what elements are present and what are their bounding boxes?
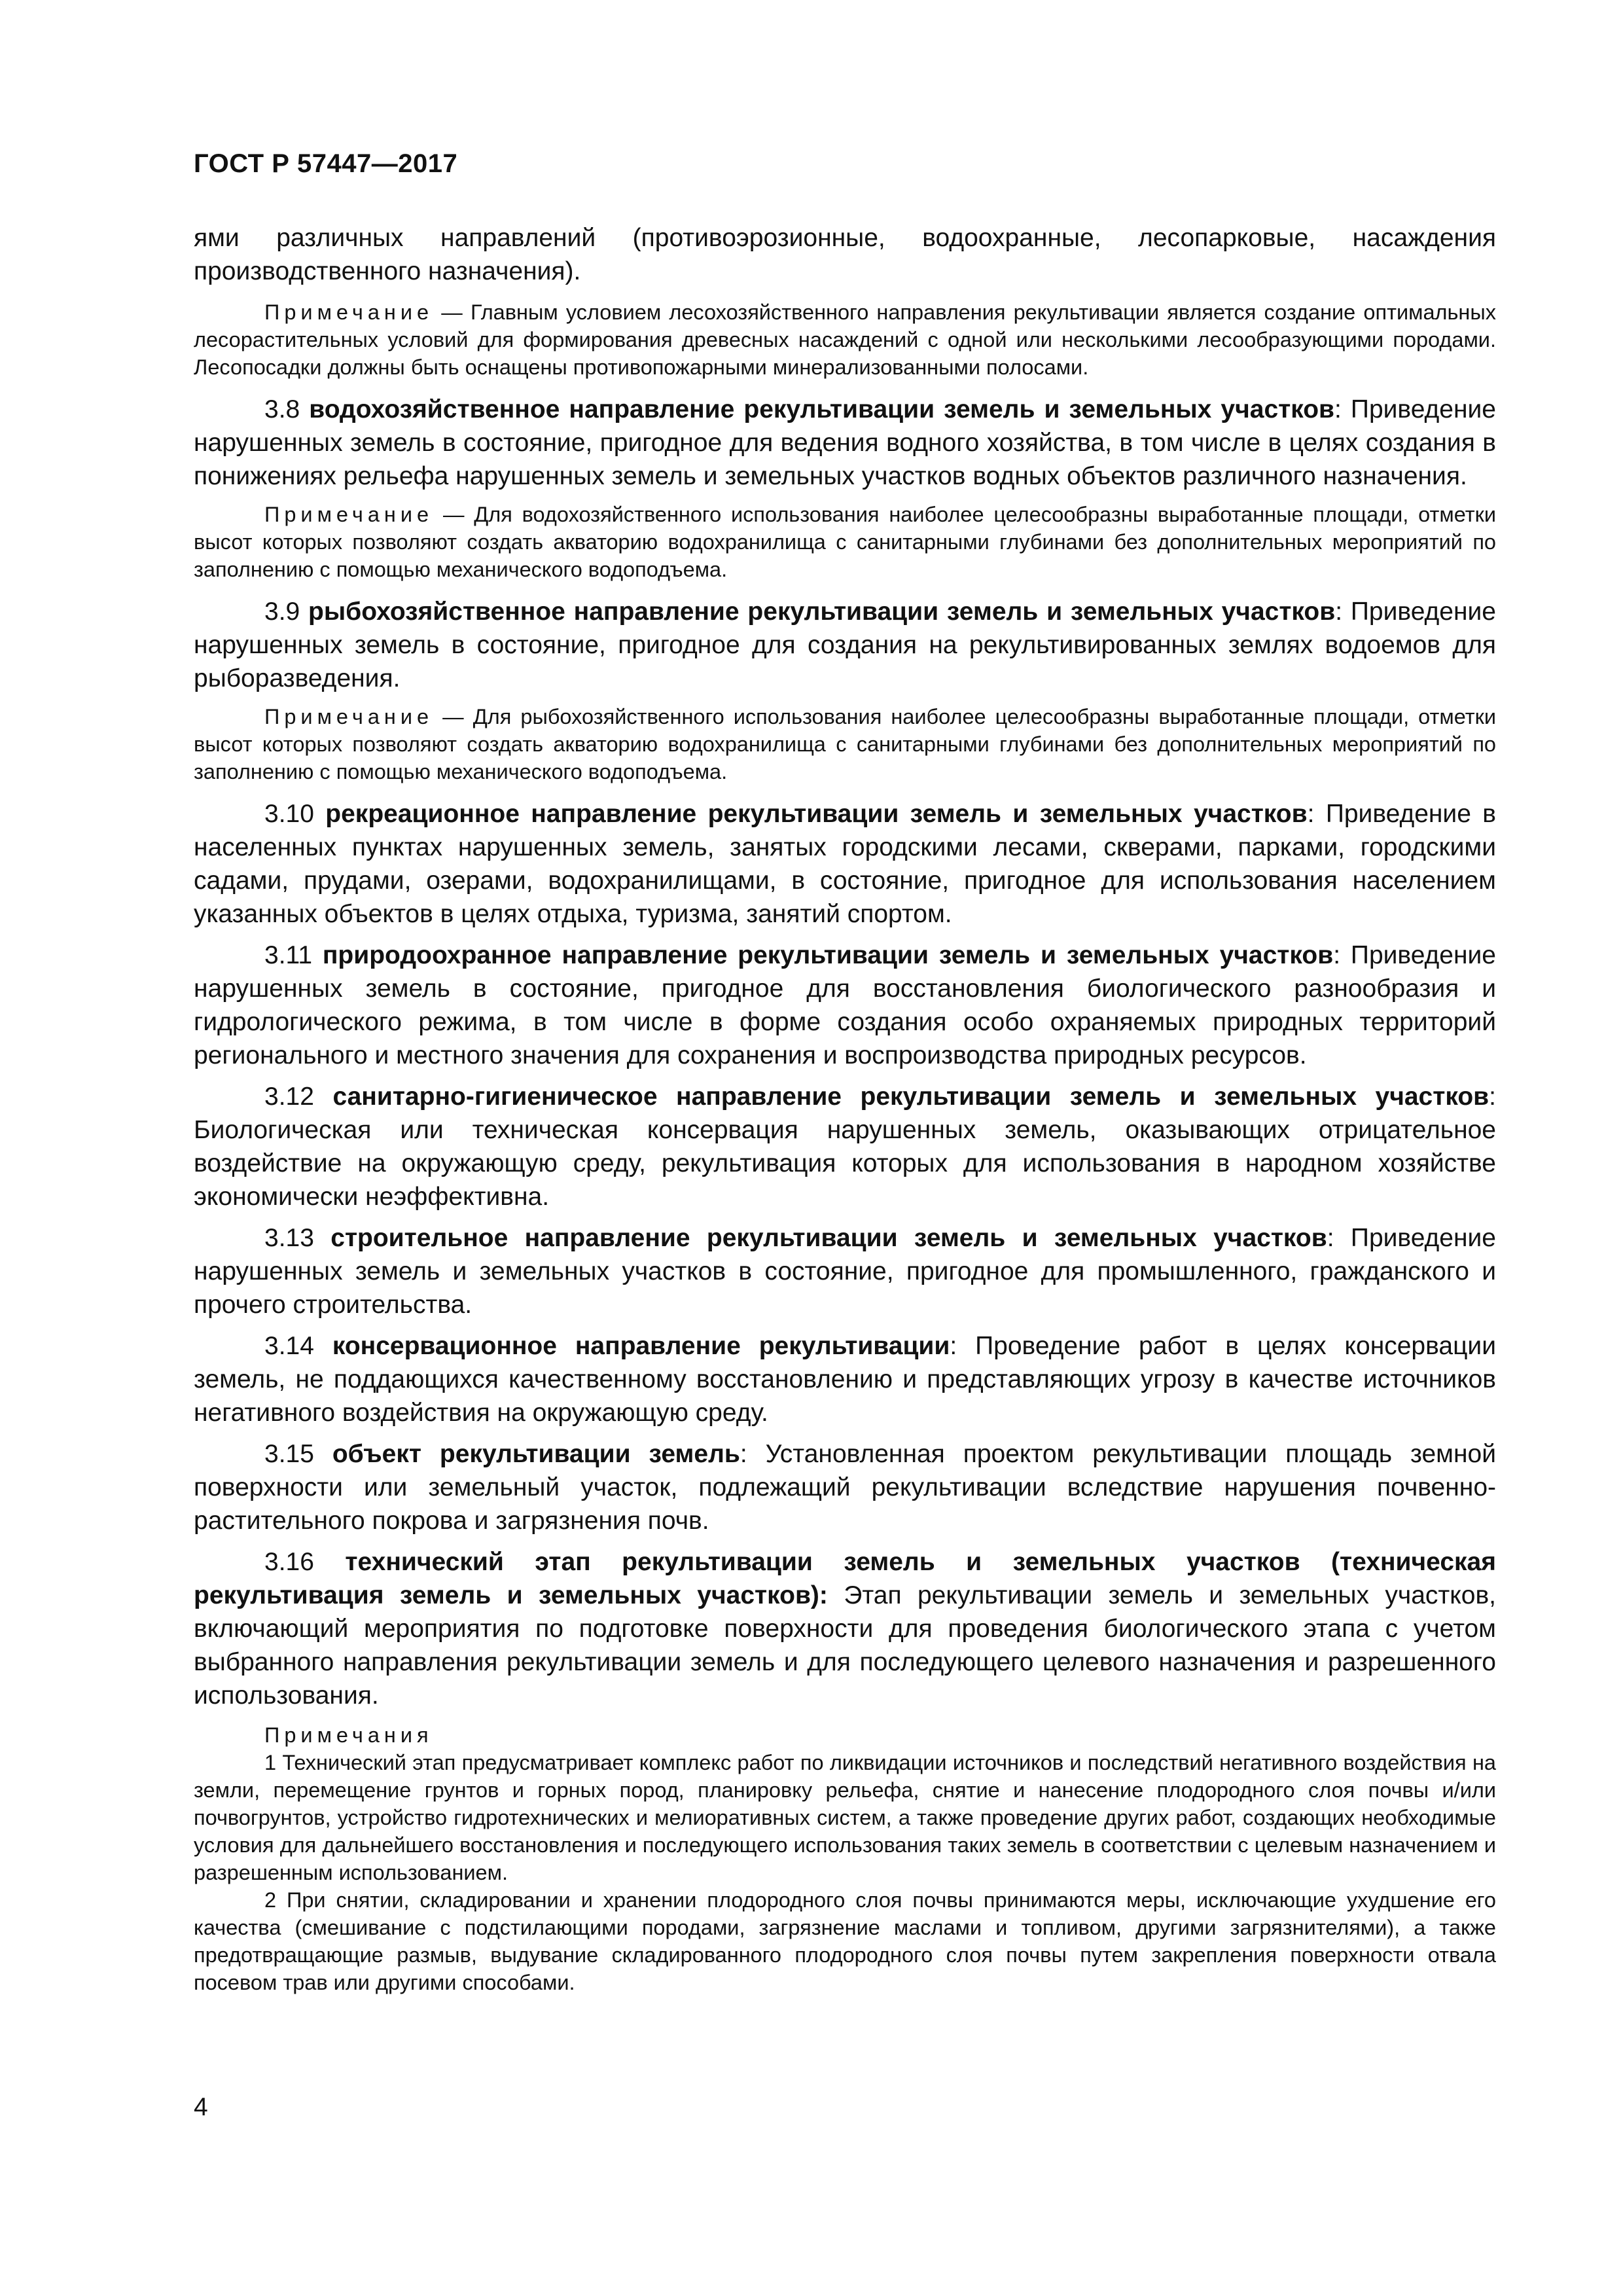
note-paragraph (194, 298, 1496, 381)
term: объект рекультивации земель (332, 1440, 740, 1468)
note-item-1: 1 Технический этап предусматривает комплекс работ по ликвидации источников и последствий негативного воздействия на земли, перемещение грунтов и горных пород, планировку рельефа, снятие и нанесение плодородного слоя почвы и/или почвогрунтов, устройство гидротехнических и мелиоративных систем, а также проведение других работ, создающих необходимые условия для дальнейшего восстановления и последующего использования таких земель в соответствии с целевым назначением и разрешенным использованием. (194, 1751, 1496, 1884)
note-label: Примечание (264, 300, 434, 324)
definition-3-13 (194, 1221, 1496, 1321)
term: рыбохозяйственное направление рекультивации земель и земельных участков (308, 598, 1336, 626)
definition-text: Приведение нарушенных земель в состояние, пригодное для восстановления биологического разнообразия и гидрологического режима, в том числе в форме создания особо охраняемых природных территорий регионального и местного значения для сохранения и воспроизводства природных ресурсов. (194, 941, 1496, 1069)
definition-text: Приведение в населенных пунктах нарушенных земель, занятых городскими лесами, скверами, парками, городскими садами, прудами, озерами, водохранилищами, в состояние, пригодное для использования населением указанных объектов в целях отдыха, туризма, занятий спортом. (194, 800, 1496, 928)
clause-number: 3.13 (264, 1224, 331, 1252)
continuation-paragraph: ями различных направлений (противоэрозионные, водоохранные, лесопарковые, насаждения производственного назначения). (194, 224, 1496, 285)
clause-number: 3.12 (264, 1083, 333, 1111)
definition-3-11 (194, 939, 1496, 1072)
document-header: ГОСТ Р 57447—2017 (194, 149, 458, 178)
colon: : (1334, 395, 1342, 423)
term: консервационное направление рекультивации (332, 1332, 950, 1360)
note-item-2: 2 При снятии, складировании и хранении плодородного слоя почвы принимаются меры, исключающие ухудшение его качества (смешивание с подстилающими породами, загрязнение маслами и топливом, другими загрязнителями), а также предотвращающие размыв, выдувание складированного плодородного слоя почвы путем закрепления поверхности отвала посевом трав или другими способами. (194, 1888, 1496, 1994)
clause-number: 3.8 (264, 395, 310, 423)
note-text: Главным условием лесохозяйственного направления рекультивации является создание оптимальных лесорастительных условий для формирования древесных насаждений с одной или несколькими лесообразующими породами. Лесопосадки должны быть оснащены противопожарными минерализованными полосами. (194, 300, 1496, 379)
term: водохозяйственное направление рекультивации земель и земельных участков (309, 395, 1335, 423)
note-text: Для рыбохозяйственного использования наиболее целесообразны выработанные площади, отметки высот которых позволяют создать акваторию водохранилища с санитарными глубинами без дополнительных мероприятий по заполнению с помощью механического водоподъема. (194, 705, 1496, 783)
definition-text: Биологическая или техническая консервация нарушенных земель, оказывающих отрицательное воздействие на окружающую среду, рекультивация которых для использования в народном хозяйстве экономически неэффективна. (194, 1116, 1496, 1211)
definition-text: Приведение нарушенных земель в состояние, пригодное для ведения водного хозяйства, в том числе в целях создания в понижениях рельефа нарушенных земель и земельных участков водных объектов различного назначения. (194, 395, 1496, 490)
term: рекреационное направление рекультивации земель и земельных участков (325, 800, 1308, 828)
colon: : (1307, 800, 1315, 828)
note-label: Примечание (264, 503, 434, 526)
note-dash: — (433, 705, 473, 728)
definition-text: Проведение работ в целях консервации земель, не поддающихся качественному восстановлению и представляющих угрозу в качестве источников негативного воздействия на окружающую среду. (194, 1332, 1497, 1427)
definition-text: Приведение нарушенных земель в состояние, пригодное для создания на рекультивированных землях водоемов для рыборазведения. (194, 598, 1496, 692)
notes-title: Примечания (264, 1723, 433, 1747)
clause-number: 3.15 (264, 1440, 332, 1468)
note-3-9 (194, 703, 1496, 785)
colon: : (1335, 598, 1343, 626)
definition-3-16 (194, 1545, 1496, 1712)
definition-text: Приведение нарушенных земель и земельных участков в состояние, пригодное для промышленного, гражданского и прочего строительства. (194, 1224, 1496, 1319)
colon: : (950, 1332, 957, 1360)
clause-number: 3.14 (264, 1332, 332, 1360)
page-number: 4 (194, 2093, 208, 2121)
term: технический этап рекультивации земель и земельных участков (техническая рекультивация земель и земельных участков) (194, 1548, 1496, 1609)
colon: : (819, 1581, 828, 1609)
clause-number: 3.10 (264, 800, 326, 828)
clause-number: 3.11 (264, 941, 323, 969)
note-dash: — (433, 503, 474, 526)
page-content (194, 221, 1496, 1996)
note-label: Примечание (264, 705, 434, 728)
notes-3-16 (194, 1721, 1496, 1996)
definition-3-12 (194, 1080, 1496, 1213)
clause-number: 3.16 (264, 1548, 346, 1576)
definition-3-9 (194, 595, 1496, 695)
colon: : (740, 1440, 747, 1468)
term: природоохранное направление рекультивации земель и земельных участков (322, 941, 1334, 969)
colon: : (1489, 1083, 1496, 1111)
term: строительное направление рекультивации земель и земельных участков (330, 1224, 1327, 1252)
definition-3-14 (194, 1329, 1496, 1429)
definition-text: Этап рекультивации земель и земельных участков, включающий мероприятия по подготовке поверхности для проведения биологического этапа с учетом выбранного направления рекультивации земель и для последующего целевого назначения и разрешенного использования. (194, 1581, 1497, 1710)
note-3-8 (194, 501, 1496, 583)
definition-3-10 (194, 797, 1496, 931)
term: санитарно-гигиеническое направление рекультивации земель и земельных участков (332, 1083, 1489, 1111)
colon: : (1333, 941, 1341, 969)
definition-text: Установленная проектом рекультивации площадь земной поверхности или земельный участок, подлежащий рекультивации вследствие нарушения почвенно-растительного покрова и загрязнения почв. (194, 1440, 1496, 1535)
note-dash: — (433, 300, 471, 324)
clause-number: 3.9 (264, 598, 309, 626)
note-text: Для водохозяйственного использования наиболее целесообразны выработанные площади, отметки высот которых позволяют создать акваторию водохранилища с санитарными глубинами без дополнительных мероприятий по заполнению с помощью механического водоподъема. (194, 503, 1496, 581)
definition-3-8 (194, 393, 1496, 493)
definition-3-15 (194, 1437, 1496, 1537)
colon: : (1327, 1224, 1334, 1252)
